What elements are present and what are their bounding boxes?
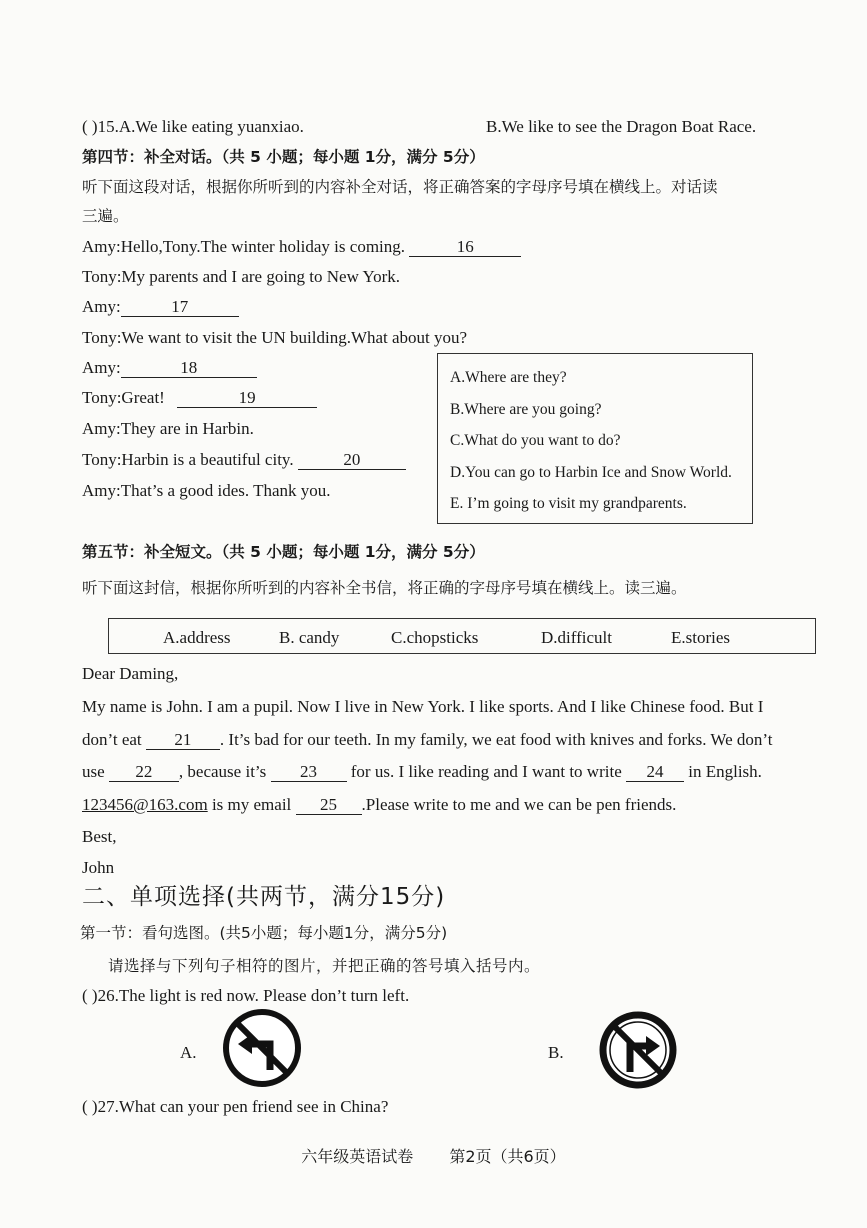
dialogue-line: Tony:We want to visit the UN building.What about you? [82,328,468,347]
blank-19[interactable]: 19 [177,389,317,408]
section4-title: 第四节：补全对话。（共 5 小题；每小题 1分，满分 5分） [82,148,485,166]
q15-option-a: 15.A.We like eating yuanxiao. [97,117,304,136]
option-b: B.Where are you going? [450,401,602,418]
question-15 [82,117,304,137]
section4-instruction-cont: 三遍。 [82,207,129,225]
option-d: D.You can go to Harbin Ice and Snow World. [450,464,732,481]
blank-17[interactable]: 17 [121,298,239,317]
option-e: E. I’m going to visit my grandparents. [450,495,687,512]
part2-heading: 二、单项选择(共两节，满分15分) [82,884,446,910]
dialogue-line: Tony:Great! 19 [82,388,317,408]
section4-instruction: 听下面这段对话，根据你所听到的内容补全对话，将正确答案的字母序号填在横线上。对话读 [82,178,718,196]
answer-paren[interactable]: ( ) [82,1097,98,1116]
answer-paren[interactable]: ( ) [82,117,98,136]
blank-16[interactable]: 16 [409,238,521,257]
part2-section1-instruction: 请选择与下列句子相符的图片，并把正确的答号填入括号内。 [108,957,541,975]
q15-option-b: B.We like to see the Dragon Boat Race. [486,117,757,136]
no-left-turn-sign-icon[interactable] [222,1008,302,1088]
part2-section1-title: 第一节：看句选图。(共5小题；每小题1分，满分5分) [80,924,448,942]
section5-title: 第五节：补全短文。（共 5 小题；每小题 1分，满分 5分） [82,543,485,561]
letter-closing: Best, [82,827,117,846]
blank-23[interactable]: 23 [271,763,347,782]
blank-25[interactable]: 25 [296,796,362,815]
dialogue-options-box [437,353,753,524]
blank-18[interactable]: 18 [121,359,257,378]
word-e: E.stories [671,628,731,647]
question-26: ( )26.The light is red now. Please don’t turn left. [82,986,410,1005]
dialogue-line: Tony:Harbin is a beautiful city. 20 [82,450,406,470]
blank-24[interactable]: 24 [626,763,684,782]
footer-page-number: 第2页（共6页） [449,1147,566,1166]
letter-line: 123456@163.com is my email 25 .Please write to me and we can be pen friends. [82,795,677,814]
dialogue-line: Amy:That’s a good ides. Thank you. [82,481,331,500]
word-b: B. candy [279,628,340,647]
email-link[interactable]: 123456@163.com [82,795,208,814]
blank-22[interactable]: 22 [109,763,179,782]
letter-line: My name is John. I am a pupil. Now I live in New York. I like sports. And I like Chinese food. But I [82,697,764,716]
footer-title: 六年级英语试卷 [301,1147,414,1166]
dialogue-line: Amy:They are in Harbin. [82,419,254,438]
q26-label-a: A. [180,1043,197,1062]
letter-line: don’t eat 21 . It’s bad for our teeth. In my family, we eat food with knives and forks. We don’t [82,730,773,749]
question-27: ( )27.What can your pen friend see in China? [82,1097,389,1116]
letter-greeting: Dear Daming, [82,664,179,683]
dialogue-line: Amy:Hello,Tony.The winter holiday is coming. 16 [82,237,521,257]
answer-paren[interactable]: ( ) [82,986,98,1005]
letter-line: use 22 , because it’s 23 for us. I like reading and I want to write 24 in English. [82,762,762,781]
word-c: C.chopsticks [391,628,479,647]
blank-21[interactable]: 21 [146,731,220,750]
dialogue-line: Amy: 18 [82,358,257,378]
section5-instruction: 听下面这封信，根据你所听到的内容补全书信，将正确的字母序号填在横线上。读三遍。 [82,579,687,597]
dialogue-line: Tony:My parents and I are going to New York. [82,267,400,286]
no-right-turn-sign-icon[interactable] [598,1010,678,1090]
q26-label-b: B. [548,1043,564,1062]
letter-signature: John [82,858,115,877]
dialogue-line: Amy: 17 [82,297,239,317]
word-a: A.address [163,628,231,647]
word-d: D.difficult [541,628,612,647]
page-footer [0,1144,867,1167]
word-bank [108,618,816,654]
option-a: A.Where are they? [450,369,567,386]
option-c: C.What do you want to do? [450,432,621,449]
blank-20[interactable]: 20 [298,451,406,470]
